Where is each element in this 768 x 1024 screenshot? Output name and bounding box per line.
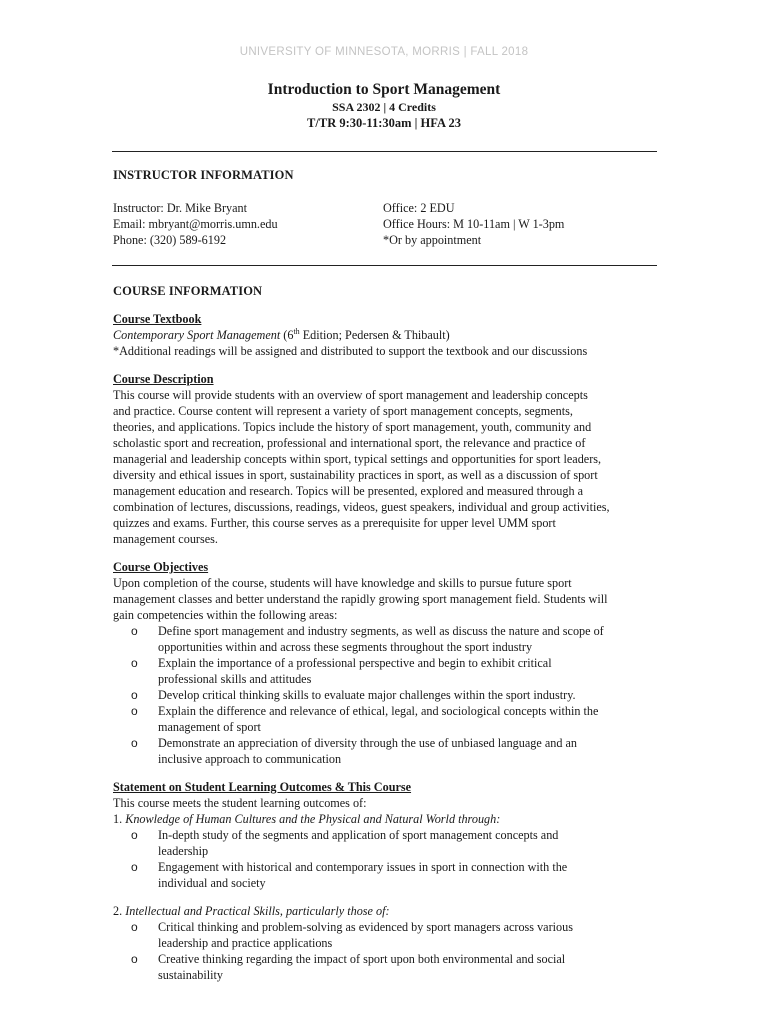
objectives-intro-line: Upon completion of the course, students will have knowledge and skills to pursue future sport bbox=[113, 576, 572, 590]
course-title: Introduction to Sport Management bbox=[267, 81, 501, 98]
outcome-text: In-depth study of the segments and application of sport management concepts and bbox=[158, 828, 559, 842]
university-term-header: UNIVERSITY OF MINNESOTA, MORRIS | FALL 2018 bbox=[239, 46, 529, 58]
bullet-marker: o bbox=[131, 656, 138, 670]
outcome-text: sustainability bbox=[158, 968, 223, 982]
description-line: This course will provide students with an overview of sport management and leadership concepts bbox=[113, 388, 588, 402]
course-info-section bbox=[113, 283, 658, 983]
outcome-text: individual and society bbox=[158, 876, 266, 890]
instructor-email[interactable]: Email: mbryant@morris.umn.edu bbox=[113, 217, 278, 231]
outcome-group-title: Knowledge of Human Cultures and the Physical and Natural World through: bbox=[125, 812, 501, 826]
description-line: combination of lectures, discussions, readings, videos, guest speakers, individual and group activities, bbox=[113, 500, 610, 514]
outcome-text: Critical thinking and problem-solving as evidenced by sport managers across various bbox=[158, 920, 573, 934]
learning-outcomes-intro: This course meets the student learning outcomes of: bbox=[113, 796, 367, 810]
bullet-marker: o bbox=[131, 704, 138, 718]
textbook-note: *Additional readings will be assigned and distributed to support the textbook and our discussions bbox=[113, 344, 588, 358]
outcome-item bbox=[113, 951, 658, 983]
textbook-edition-sup: th bbox=[293, 326, 300, 336]
outcome-group-1-title bbox=[113, 811, 658, 827]
course-schedule: T/TR 9:30-11:30am | HFA 23 bbox=[307, 116, 461, 130]
objective-text: Explain the difference and relevance of ethical, legal, and sociological concepts within the bbox=[158, 704, 599, 718]
objective-item bbox=[113, 623, 658, 655]
divider-top bbox=[112, 151, 657, 152]
textbook-edition-pre: (6 bbox=[280, 328, 294, 342]
outcome-item bbox=[113, 827, 658, 859]
objective-text: Explain the importance of a professional perspective and begin to exhibit critical bbox=[158, 656, 552, 670]
outcome-group-number: 1. bbox=[113, 812, 126, 826]
bullet-marker: o bbox=[131, 952, 138, 966]
bullet-marker: o bbox=[131, 828, 138, 842]
course-code-credits: SSA 2302 | 4 Credits bbox=[332, 100, 436, 114]
objective-item bbox=[113, 703, 658, 735]
textbook-section bbox=[113, 311, 658, 359]
description-section bbox=[113, 371, 658, 547]
description-line: managerial and leadership concepts within sport, typical settings and opportunities for sport leaders, bbox=[113, 452, 602, 466]
objective-text: Define sport management and industry segments, as well as discuss the nature and scope of bbox=[158, 624, 604, 638]
objective-item bbox=[113, 735, 658, 767]
instructor-heading: INSTRUCTOR INFORMATION bbox=[113, 168, 294, 182]
objective-item bbox=[113, 655, 658, 687]
instructor-section bbox=[113, 167, 658, 248]
bullet-marker: o bbox=[131, 920, 138, 934]
textbook-citation bbox=[113, 327, 658, 343]
outcome-item bbox=[113, 919, 658, 951]
bullet-marker: o bbox=[131, 860, 138, 874]
outcome-text: Engagement with historical and contemporary issues in sport in connection with the bbox=[158, 860, 568, 874]
objective-text: Demonstrate an appreciation of diversity through the use of unbiased language and an bbox=[158, 736, 577, 750]
course-title-block bbox=[0, 80, 768, 132]
objective-item bbox=[113, 687, 658, 703]
description-line: management education and research. Topics will be presented, explored and measured through a bbox=[113, 484, 583, 498]
objective-text: opportunities within and across these segments throughout the sport industry bbox=[158, 640, 533, 654]
textbook-edition-post: Edition; Pedersen & Thibault) bbox=[299, 328, 450, 342]
outcome-group-2-title bbox=[113, 903, 658, 919]
objective-text: inclusive approach to communication bbox=[158, 752, 342, 766]
objectives-heading: Course Objectives bbox=[113, 560, 209, 574]
description-line: management courses. bbox=[113, 532, 218, 546]
instructor-name: Instructor: Dr. Mike Bryant bbox=[113, 201, 248, 215]
outcome-item bbox=[113, 859, 658, 891]
outcome-text: leadership and practice applications bbox=[158, 936, 333, 950]
description-line: diversity and ethical issues in sport, sustainability practices in sport, as well as a discussion of sport bbox=[113, 468, 598, 482]
instructor-details bbox=[113, 200, 658, 248]
outcome-text: leadership bbox=[158, 844, 209, 858]
divider-middle bbox=[112, 265, 657, 266]
description-line: scholastic sport and recreation, professional and international sport, the relevance and practice of bbox=[113, 436, 586, 450]
instructor-phone: Phone: (320) 589-6192 bbox=[113, 233, 227, 247]
objectives-section bbox=[113, 559, 658, 767]
learning-outcomes-heading: Statement on Student Learning Outcomes & This Course bbox=[113, 780, 412, 794]
description-line: and practice. Course content will represent a variety of sport management concepts, segments, bbox=[113, 404, 573, 418]
instructor-office bbox=[383, 200, 658, 248]
outcome-text: Creative thinking regarding the impact of sport upon both environmental and social bbox=[158, 952, 566, 966]
outcome-group-title: Intellectual and Practical Skills, particularly those of: bbox=[125, 904, 390, 918]
objective-text: management of sport bbox=[158, 720, 261, 734]
bullet-marker: o bbox=[131, 624, 138, 638]
appointment-note: *Or by appointment bbox=[383, 233, 482, 247]
bullet-marker: o bbox=[131, 736, 138, 750]
instructor-contact bbox=[113, 200, 383, 248]
office-location: Office: 2 EDU bbox=[383, 201, 455, 215]
objectives-intro-line: gain competencies within the following areas: bbox=[113, 608, 338, 622]
objective-text: Develop critical thinking skills to evaluate major challenges within the sport industry. bbox=[158, 688, 576, 702]
objectives-intro-line: management classes and better understand the rapidly growing sport management field. Students will bbox=[113, 592, 608, 606]
textbook-title: Contemporary Sport Management bbox=[113, 328, 281, 342]
objective-text: professional skills and attitudes bbox=[158, 672, 312, 686]
bullet-marker: o bbox=[131, 688, 138, 702]
office-hours: Office Hours: M 10-11am | W 1-3pm bbox=[383, 217, 565, 231]
description-line: quizzes and exams. Further, this course serves as a prerequisite for upper level UMM sport bbox=[113, 516, 556, 530]
description-line: theories, and applications. Topics include the history of sport management, youth, community and bbox=[113, 420, 592, 434]
course-info-heading: COURSE INFORMATION bbox=[113, 284, 263, 298]
learning-outcomes-section bbox=[113, 779, 658, 983]
description-heading: Course Description bbox=[113, 372, 214, 386]
textbook-heading: Course Textbook bbox=[113, 312, 202, 326]
outcome-group-number: 2. bbox=[113, 904, 126, 918]
